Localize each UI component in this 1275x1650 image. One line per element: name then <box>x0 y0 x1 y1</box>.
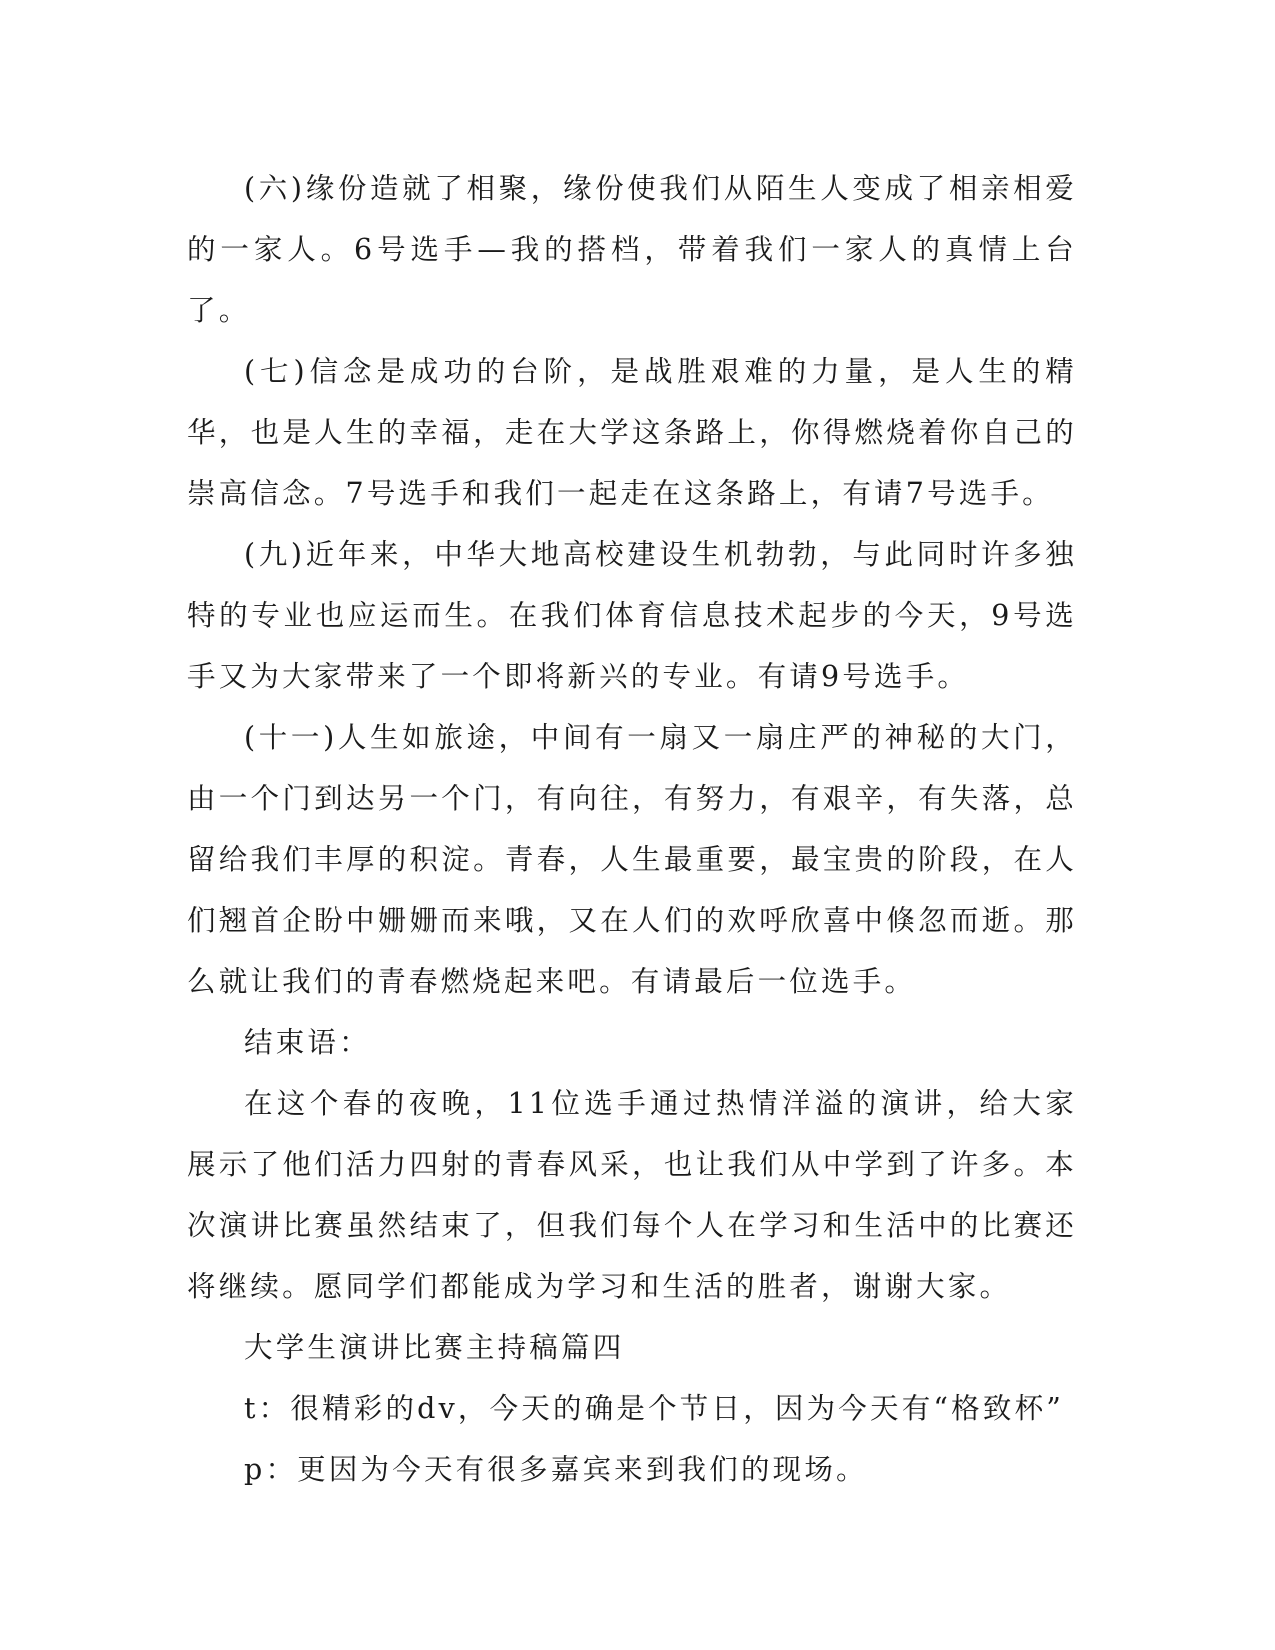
paragraph-6: (六)缘份造就了相聚，缘份使我们从陌生人变成了相亲相爱的一家人。6号选手—我的搭档，带着我们一家人的真情上台了。 <box>187 172 1077 327</box>
section-title: 大学生演讲比赛主持稿篇四 <box>244 1331 625 1364</box>
paragraph-7: (七)信念是成功的台阶，是战胜艰难的力量，是人生的精华，也是人生的幸福，走在大学这条路上，你得燃烧着你自己的崇高信念。7号选手和我们一起走在这条路上，有请7号选手。 <box>187 355 1077 510</box>
paragraph-9: (九)近年来，中华大地高校建设生机勃勃，与此同时许多独特的专业也应运而生。在我们体育信息技术起步的今天，9号选手又为大家带来了一个即将新兴的专业。有请9号选手。 <box>187 538 1077 693</box>
closing-paragraph: 在这个春的夜晚，11位选手通过热情洋溢的演讲，给大家展示了他们活力四射的青春风采，也让我们从中学到了许多。本次演讲比赛虽然结束了，但我们每个人在学习和生活中的比赛还将继续。愿同学们都能成为学习和生活的胜者，谢谢大家。 <box>187 1087 1077 1303</box>
document-body <box>187 158 1077 1500</box>
closing-heading: 结束语： <box>244 1026 371 1059</box>
dialogue-line-t: t：很精彩的dv，今天的确是个节日，因为今天有“格致杯” <box>244 1392 1065 1425</box>
dialogue-line-p: p：更因为今天有很多嘉宾来到我们的现场。 <box>244 1453 868 1486</box>
paragraph-11: (十一)人生如旅途，中间有一扇又一扇庄严的神秘的大门，由一个门到达另一个门，有向往，有努力，有艰辛，有失落，总留给我们丰厚的积淀。青春，人生最重要，最宝贵的阶段，在人们翘首企盼中姗姗而来哦，又在人们的欢呼欣喜中倏忽而逝。那么就让我们的青春燃烧起来吧。有请最后一位选手。 <box>187 721 1077 998</box>
